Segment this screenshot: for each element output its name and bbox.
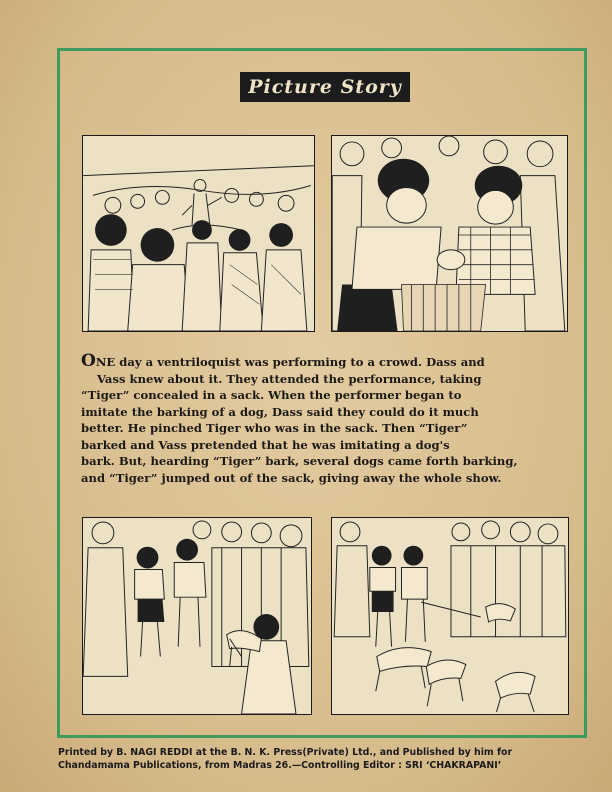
- illustration-boys-with-sack: [331, 135, 568, 332]
- footer-line-1: Printed by B. NAGI REDDI at the B. N. K. Press(Private) Ltd., and Published by him for: [58, 747, 513, 758]
- story-line: “Tiger” concealed in a sack. When the performer began to: [81, 388, 462, 402]
- story-line: ONE day a ventriloquist was performing to a crowd. Dass and: [81, 351, 485, 371]
- illustration-dog-arrives: [82, 517, 312, 715]
- story-line: bark. But, hearding “Tiger” bark, several dogs came forth barking,: [81, 454, 518, 468]
- illustration-dogs-barking: [331, 517, 569, 715]
- story-line: better. He pinched Tiger who was in the sack. Then “Tiger”: [81, 421, 468, 435]
- story-line: barked and Vass pretended that he was imitating a dog's: [81, 437, 450, 452]
- story-line: Vass knew about it. They attended the performance, taking: [97, 371, 482, 386]
- story-line: and “Tiger” jumped out of the sack, giving away the whole show.: [81, 470, 502, 485]
- printer-credit: [58, 746, 598, 772]
- page-title: Picture Story: [240, 72, 410, 102]
- story-text: [81, 351, 571, 486]
- illustration-crowd-performance: [82, 135, 315, 332]
- footer-line-2: Chandamama Publications, from Madras 26.—Controlling Editor : SRI ‘CHAKRAPANI’: [58, 760, 502, 771]
- drop-cap: O: [81, 351, 96, 371]
- story-line: imitate the barking of a dog, Dass said they could do it much: [81, 404, 479, 419]
